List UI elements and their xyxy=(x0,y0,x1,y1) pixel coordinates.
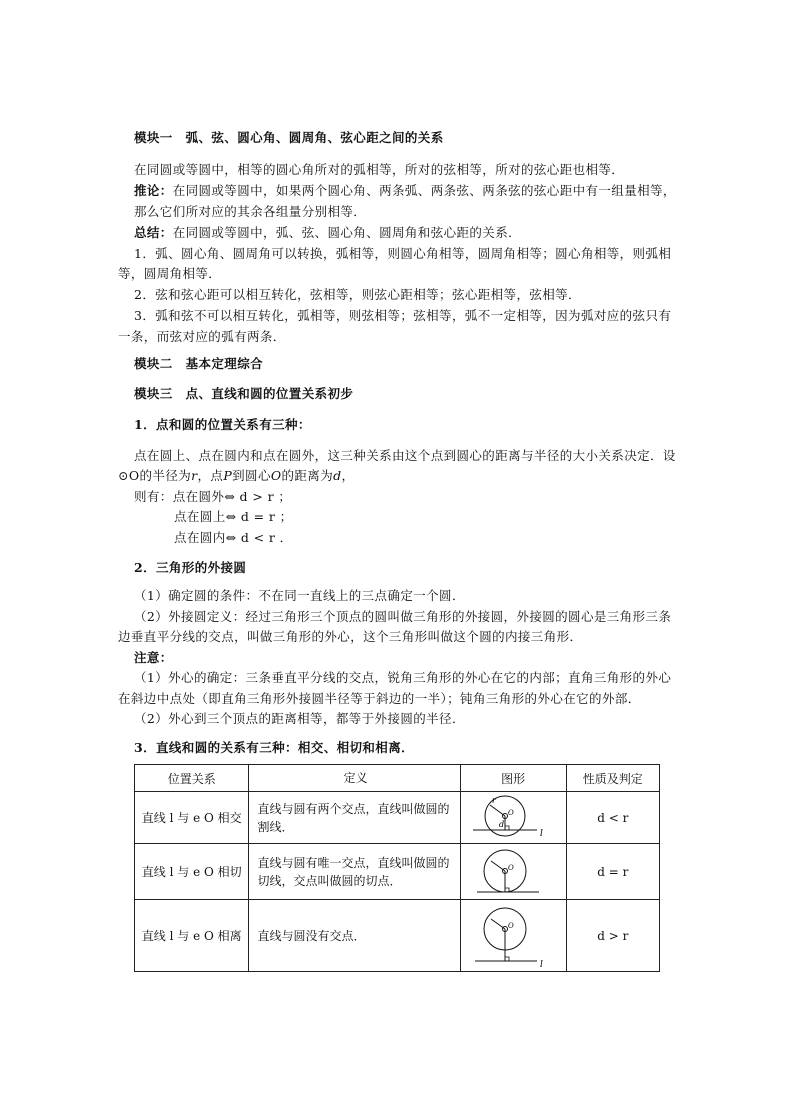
module3-title: 模块三 点、直线和圆的位置关系初步 xyxy=(134,386,354,401)
fig-label-o: O xyxy=(508,808,514,817)
relation-inside-expr: ⇔ d < r ． xyxy=(225,530,293,545)
header-figure: 图形 xyxy=(460,765,566,792)
row-tangent-relation: 直线 l 与 e O 相切 xyxy=(135,844,249,900)
center-symbol: O xyxy=(270,468,282,483)
radius-setup-c: 到圆心 xyxy=(232,468,271,483)
fig-label-l: l xyxy=(540,828,544,839)
corollary-label: 推论： xyxy=(134,183,173,198)
corollary-text: 在同圆或等圆中，如果两个圆心角、两条弧、两条弦、两条弦的弦心距中有一组量相等， xyxy=(172,183,676,198)
distance-symbol: d xyxy=(333,468,342,483)
module1-paragraph: 在同圆或等圆中，相等的圆心角所对的弧相等，所对的弦相等，所对的弦心距也相等． xyxy=(134,162,625,177)
summary-text: 在同圆或等圆中，弧、弦、圆心角、圆周角和弦心距的关系． xyxy=(172,225,522,240)
note-label: 注意： xyxy=(134,650,173,665)
corollary-line-1 xyxy=(134,183,676,199)
relation-outside-expr: ⇔ d > r ； xyxy=(224,489,292,504)
radius-symbol: r xyxy=(191,468,198,483)
right-angle-mark xyxy=(505,957,509,961)
separate-circle-diagram xyxy=(473,903,553,969)
relation-outside xyxy=(134,489,291,505)
radius-setup-e: ， xyxy=(341,468,355,483)
section2-title: 2．三角形的外接圆 xyxy=(134,560,247,575)
corollary-line-2: 那么它们所对应的其余各组量分别相等． xyxy=(134,204,367,219)
row-tangent-definition: 直线与圆有唯一交点，直线叫做圆的切线，交点叫做圆的切点． xyxy=(249,844,460,900)
section2-condition: （1）确定圆的条件：不在同一直线上的三点确定一个圆． xyxy=(134,588,465,603)
row-intersect-definition: 直线与圆有两个交点，直线叫做圆的割线． xyxy=(249,792,460,844)
summary-item-2: 2．弦和弦心距可以相互转化，弦相等，则弦心距相等；弦心距相等，弦相等． xyxy=(134,287,581,302)
secant-circle-diagram xyxy=(473,794,553,842)
table-row xyxy=(135,900,660,972)
row-separate-figure xyxy=(460,900,566,972)
relation-on xyxy=(174,509,293,525)
row-intersect-figure xyxy=(460,792,566,844)
radius-setup-d: 的距离为 xyxy=(281,468,334,483)
relation-outside-text: 点在圆外 xyxy=(172,489,225,504)
note2: （2）外心到三个顶点的距离相等，都等于外接圆的半径． xyxy=(134,711,465,726)
section1-line-1: 点在圆上、点在圆内和点在圆外，这三种关系由这个点到圆心的距离与半径的大小关系决定．设 xyxy=(134,448,676,463)
section1-line-2 xyxy=(118,468,354,484)
header-definition: 定义 xyxy=(249,765,460,792)
module1-title: 模块一 弧、弦、圆心角、圆周角、弦心距之间的关系 xyxy=(134,130,444,145)
row-tangent-figure xyxy=(460,844,566,900)
relation-inside xyxy=(174,530,293,546)
table-row xyxy=(135,844,660,900)
relation-inside-text: 点在圆内 xyxy=(174,530,226,545)
relation-on-text: 点在圆上 xyxy=(174,509,226,524)
radius-setup-a: ⊙O的半径为 xyxy=(118,468,192,483)
row-separate-property: d > r xyxy=(566,900,659,972)
summary-item-3-line-2: 一条，而弦对应的弧有两条． xyxy=(118,329,286,344)
module2-title: 模块二 基本定理综合 xyxy=(134,356,264,371)
summary-item-3-line-1: 3．弧和弦不可以相互转化，弧相等，则弦相等；弦相等，弧不一定相等，因为弧对应的弦只有 xyxy=(134,308,672,323)
then-label: 则有： xyxy=(134,489,173,504)
table-header-row xyxy=(135,765,660,792)
section2-definition-line-1: （2）外接圆定义：经过三角形三个顶点的圆叫做三角形的外接圆，外接圆的圆心是三角形三条 xyxy=(134,609,672,624)
relation-on-expr: ⇔ d = r ； xyxy=(225,509,293,524)
note1-line-1: （1）外心的确定：三条垂直平分线的交点，锐角三角形的外心在它的内部；直角三角形的外心 xyxy=(134,670,672,685)
radius-setup-b: ，点 xyxy=(197,468,224,483)
line-circle-relation-table xyxy=(134,764,660,972)
row-intersect-relation: 直线 l 与 e O 相交 xyxy=(135,792,249,844)
row-separate-definition: 直线与圆没有交点． xyxy=(249,900,460,972)
summary-line xyxy=(134,225,521,241)
header-property: 性质及判定 xyxy=(566,765,659,792)
summary-item-1-line-2: 等，圆周角相等． xyxy=(118,266,222,281)
row-tangent-property: d = r xyxy=(566,844,659,900)
summary-item-1-line-1: 1．弧、圆心角、圆周角可以转换，弧相等，则圆心角相等，圆周角相等；圆心角相等，则弧相 xyxy=(134,246,672,261)
section1-title: 1．点和圆的位置关系有三种： xyxy=(134,417,311,432)
fig-label-r: r xyxy=(492,795,496,805)
right-angle-mark xyxy=(505,826,509,830)
row-intersect-property: d < r xyxy=(566,792,659,844)
section2-definition-line-2: 边垂直平分线的交点，叫做三角形的外心，这个三角形叫做这个圆的内接三角形． xyxy=(118,629,583,644)
section3-title: 3．直线和圆的关系有三种：相交、相切和相离． xyxy=(134,740,414,755)
tangent-circle-diagram xyxy=(473,847,553,897)
point-symbol: P xyxy=(223,468,233,483)
fig-label-o: O xyxy=(508,921,514,930)
summary-label: 总结： xyxy=(134,225,173,240)
row-separate-relation: 直线 l 与 e O 相离 xyxy=(135,900,249,972)
fig-label-o: O xyxy=(508,863,514,872)
fig-label-d: d xyxy=(499,819,505,829)
fig-label-l: l xyxy=(540,959,544,969)
header-relation: 位置关系 xyxy=(135,765,249,792)
table-row xyxy=(135,792,660,844)
note1-line-2: 在斜边中点处（即直角三角形外接圆半径等于斜边的一半）；钝角三角形的外心在它的外部． xyxy=(118,691,641,706)
